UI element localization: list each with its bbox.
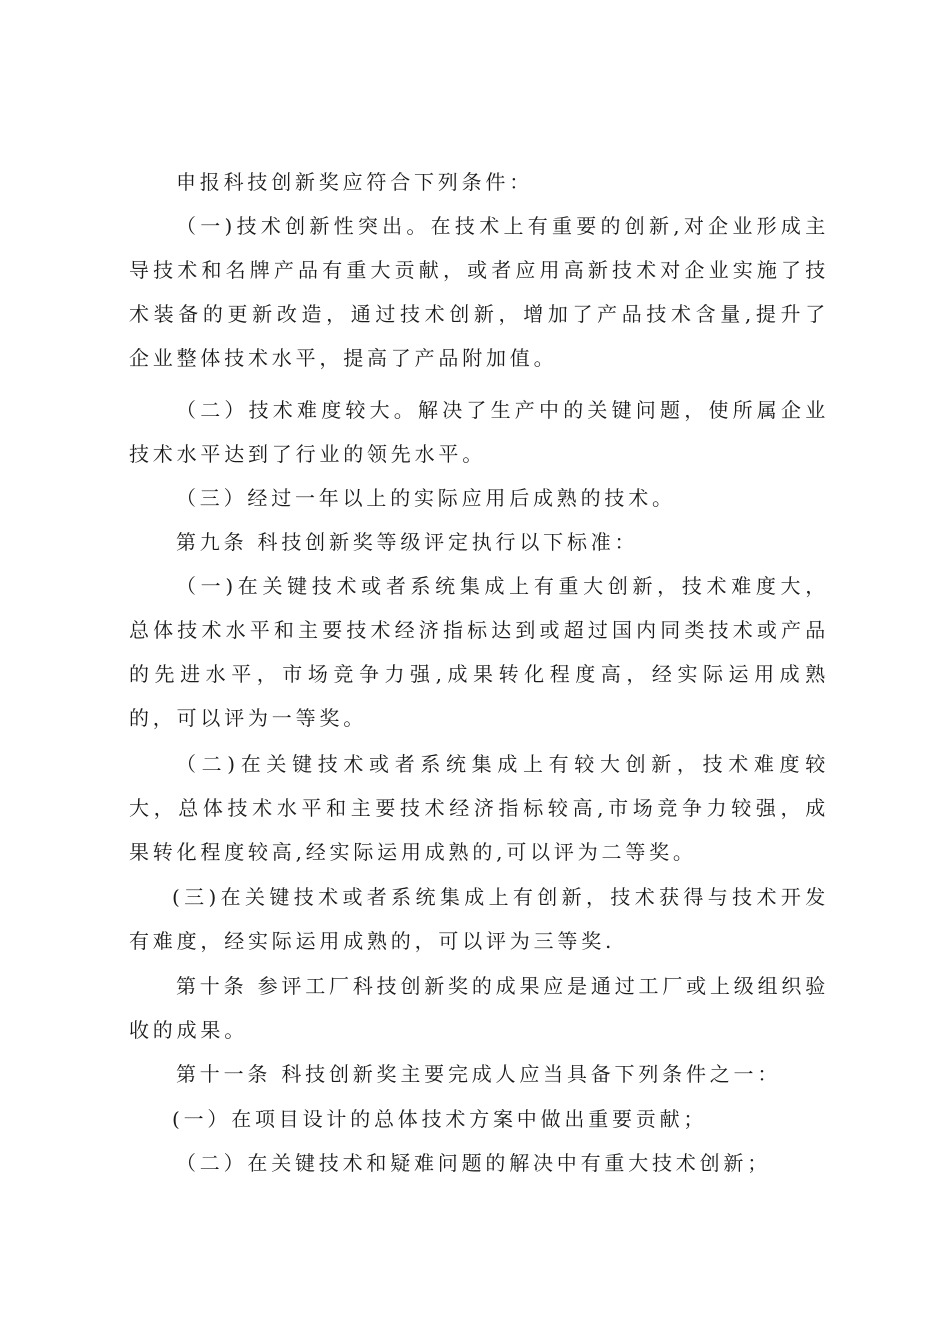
paragraph-article-9: 第九条 科技创新奖等级评定执行以下标准： (176, 530, 639, 554)
paragraph-third-prize: (三)在关键技术或者系统集成上有创新，技术获得与技术开发有难度，经实际运用成熟的，可以评为三等奖. (129, 885, 829, 953)
paragraph-first-prize: （一)在关键技术或者系统集成上有重大创新，技术难度大，总体技术水平和主要技术经济指标达到或超过国内同类技术或产品的先进水平，市场竞争力强,成果转化程度高，经实际运用成熟的，可以评为一等奖。 (129, 574, 829, 730)
paragraph-contributor-1: (一）在项目设计的总体技术方案中做出重要贡献； (172, 1107, 708, 1131)
paragraph-article-10: 第十条 参评工厂科技创新奖的成果应是通过工厂或上级组织验收的成果。 (129, 974, 829, 1042)
paragraph-condition-1: （一)技术创新性突出。在技术上有重要的创新,对企业形成主导技术和名牌产品有重大贡献，或者应用高新技术对企业实施了技术装备的更新改造，通过技术创新，增加了产品技术含量,提升了企业整体技术水平，提高了产品附加值。 (129, 214, 829, 370)
paragraph-intro: 申报科技创新奖应符合下列条件： (176, 170, 533, 194)
paragraph-article-11: 第十一条 科技创新奖主要完成人应当具备下列条件之一： (176, 1062, 782, 1086)
paragraph-second-prize: （二)在关键技术或者系统集成上有较大创新，技术难度较大，总体技术水平和主要技术经济指标较高,市场竞争力较强，成果转化程度较高,经实际运用成熟的,可以评为二等奖。 (129, 752, 829, 864)
paragraph-contributor-2: （二）在关键技术和疑难问题的解决中有重大技术创新； (176, 1151, 771, 1175)
paragraph-condition-3: （三）经过一年以上的实际应用后成熟的技术。 (176, 486, 676, 510)
paragraph-condition-2: （二）技术难度较大。解决了生产中的关键问题，使所属企业技术水平达到了行业的领先水平。 (129, 398, 829, 466)
